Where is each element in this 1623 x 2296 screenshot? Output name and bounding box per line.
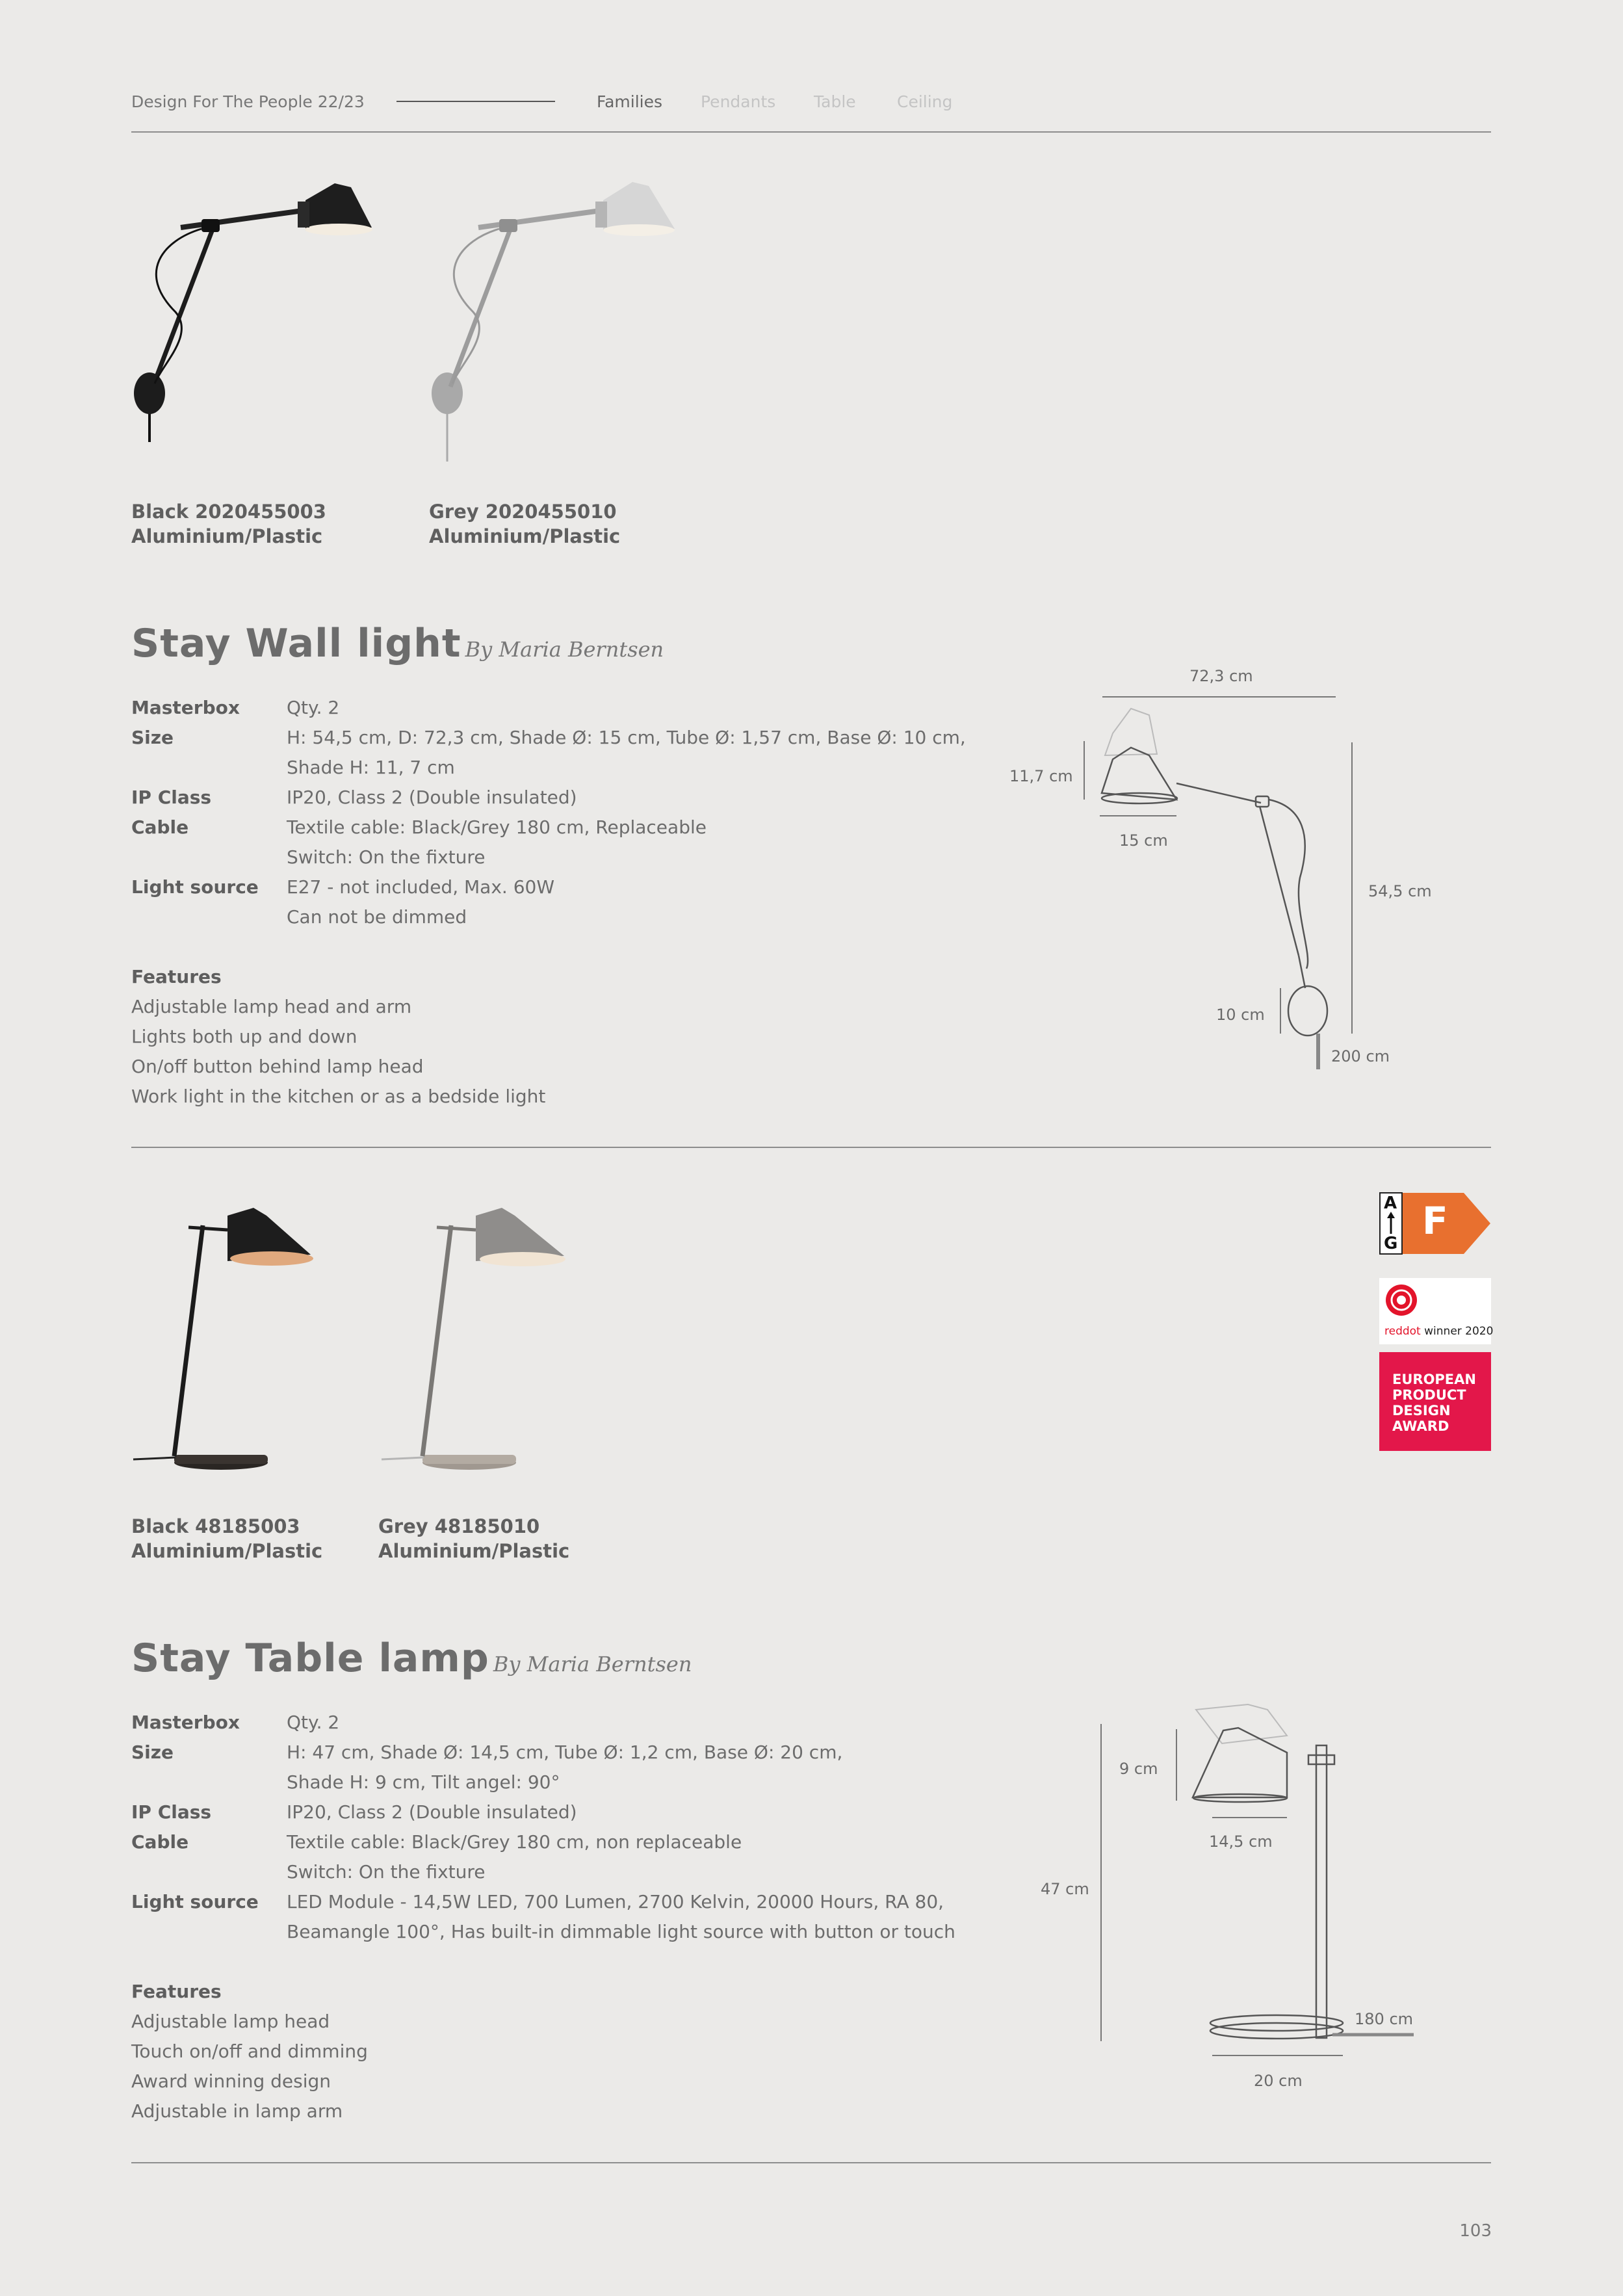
nav-table[interactable]: Table <box>814 92 856 111</box>
wall-light-grey-photo <box>421 169 694 468</box>
spec-value: Switch: On the fixture <box>287 846 486 868</box>
spec-value: IP20, Class 2 (Double insulated) <box>287 787 577 808</box>
dim-height: 54,5 cm <box>1368 882 1432 900</box>
table-variant-black <box>131 1514 322 1563</box>
spec-label: Masterbox <box>131 1712 240 1733</box>
wall-variant-black <box>131 499 326 549</box>
spec-value: Textile cable: Black/Grey 180 cm, non replaceable <box>287 1831 742 1853</box>
spec-value: H: 47 cm, Shade Ø: 14,5 cm, Tube Ø: 1,2 cm, Base Ø: 20 cm, <box>287 1742 843 1763</box>
energy-scale-top: A <box>1384 1194 1397 1213</box>
dim-base: 20 cm <box>1254 2072 1303 2090</box>
reddot-text <box>1384 1325 1493 1338</box>
feature-item: Adjustable in lamp arm <box>131 2100 343 2122</box>
catalog-title: Design For The People 22/23 <box>131 92 365 111</box>
spec-label: IP Class <box>131 787 212 808</box>
feature-item: Adjustable lamp head and arm <box>131 996 412 1017</box>
variant-code: Grey 48185010 <box>378 1515 540 1537</box>
header-divider <box>396 101 555 102</box>
variant-code: Black 48185003 <box>131 1515 300 1537</box>
spec-value: LED Module - 14,5W LED, 700 Lumen, 2700 Kelvin, 20000 Hours, RA 80, <box>287 1891 944 1912</box>
dim-cable: 180 cm <box>1355 2010 1414 2028</box>
features-heading: Features <box>131 966 222 987</box>
dim-cable: 200 cm <box>1331 1047 1390 1065</box>
spec-label: Masterbox <box>131 697 240 718</box>
wall-features <box>131 962 545 1112</box>
variant-material: Aluminium/Plastic <box>429 525 621 547</box>
spec-value: IP20, Class 2 (Double insulated) <box>287 1801 577 1823</box>
variant-code: Black 2020455003 <box>131 501 326 523</box>
dim-depth: 72,3 cm <box>1189 667 1253 685</box>
variant-code: Grey 2020455010 <box>429 501 617 523</box>
variant-material: Aluminium/Plastic <box>131 525 323 547</box>
reddot-logo-icon <box>1384 1283 1418 1317</box>
dim-shade-height: 9 cm <box>1119 1760 1158 1778</box>
spec-value: Textile cable: Black/Grey 180 cm, Replaceable <box>287 816 707 838</box>
bottom-rule <box>131 2162 1491 2163</box>
award-line: AWARD <box>1392 1418 1449 1434</box>
nav-pendants[interactable]: Pendants <box>701 92 776 111</box>
variant-material: Aluminium/Plastic <box>378 1540 570 1562</box>
nav-ceiling[interactable]: Ceiling <box>897 92 953 111</box>
reddot-brand: reddot <box>1384 1325 1421 1338</box>
spec-label: Cable <box>131 816 189 838</box>
section-rule <box>131 1147 1491 1148</box>
feature-item: Work light in the kitchen or as a bedside light <box>131 1086 546 1107</box>
spec-label: Light source <box>131 1891 259 1912</box>
spec-value: Qty. 2 <box>287 1712 340 1733</box>
dim-shade-height: 11,7 cm <box>1009 767 1073 785</box>
nav-families[interactable]: Families <box>597 92 663 111</box>
features-heading: Features <box>131 1981 222 2002</box>
award-line: DESIGN <box>1392 1403 1451 1418</box>
spec-value: Switch: On the fixture <box>287 1861 486 1883</box>
table-spec-table <box>131 1708 976 1948</box>
designer: By Maria Berntsen <box>493 1652 692 1676</box>
spec-label: Cable <box>131 1831 189 1853</box>
european-design-award-badge <box>1379 1352 1491 1451</box>
dim-shade-diameter: 15 cm <box>1119 831 1168 850</box>
reddot-badge <box>1379 1278 1494 1344</box>
reddot-winner: winner 2020 <box>1424 1325 1494 1338</box>
wall-variant-grey <box>429 499 620 549</box>
spec-value: Shade H: 9 cm, Tilt angel: 90° <box>287 1771 560 1793</box>
spec-value: Shade H: 11, 7 cm <box>287 757 455 778</box>
spec-value: Beamangle 100°, Has built-in dimmable light source with button or touch <box>287 1921 955 1942</box>
feature-item: Award winning design <box>131 2070 331 2092</box>
table-lamp-grey-photo <box>378 1196 586 1482</box>
spec-label: Light source <box>131 876 259 898</box>
energy-class: F <box>1422 1199 1448 1243</box>
award-line: PRODUCT <box>1392 1387 1466 1403</box>
spec-value: Qty. 2 <box>287 697 340 718</box>
table-lamp-title <box>131 1636 692 1681</box>
variant-material: Aluminium/Plastic <box>131 1540 323 1562</box>
product-name: Stay Wall light <box>131 621 461 666</box>
page-number: 103 <box>1459 2221 1492 2241</box>
table-lamp-black-photo <box>130 1196 338 1482</box>
feature-item: On/off button behind lamp head <box>131 1056 424 1077</box>
spec-value: Can not be dimmed <box>287 906 467 928</box>
wall-light-title <box>131 621 664 666</box>
dim-height: 47 cm <box>1041 1880 1089 1898</box>
wall-light-black-photo <box>123 169 383 468</box>
spec-label: IP Class <box>131 1801 212 1823</box>
energy-label <box>1379 1192 1491 1255</box>
header-rule <box>131 131 1491 133</box>
spec-label: Size <box>131 1742 174 1763</box>
dim-shade-diameter: 14,5 cm <box>1209 1833 1273 1851</box>
dim-base: 10 cm <box>1216 1006 1265 1024</box>
table-variant-grey <box>378 1514 569 1563</box>
feature-item: Lights both up and down <box>131 1026 357 1047</box>
spec-label: Size <box>131 727 174 748</box>
table-features <box>131 1977 368 2126</box>
feature-item: Adjustable lamp head <box>131 2011 330 2032</box>
energy-scale-bottom: G <box>1384 1234 1398 1253</box>
spec-value: H: 54,5 cm, D: 72,3 cm, Shade Ø: 15 cm, Tube Ø: 1,57 cm, Base Ø: 10 cm, <box>287 727 966 748</box>
award-line: EUROPEAN <box>1392 1372 1476 1387</box>
table-lamp-drawing <box>1092 1690 1430 2106</box>
designer: By Maria Berntsen <box>465 637 664 662</box>
feature-item: Touch on/off and dimming <box>131 2041 368 2062</box>
product-name: Stay Table lamp <box>131 1636 489 1681</box>
spec-value: E27 - not included, Max. 60W <box>287 876 555 898</box>
wall-spec-table <box>131 693 976 933</box>
